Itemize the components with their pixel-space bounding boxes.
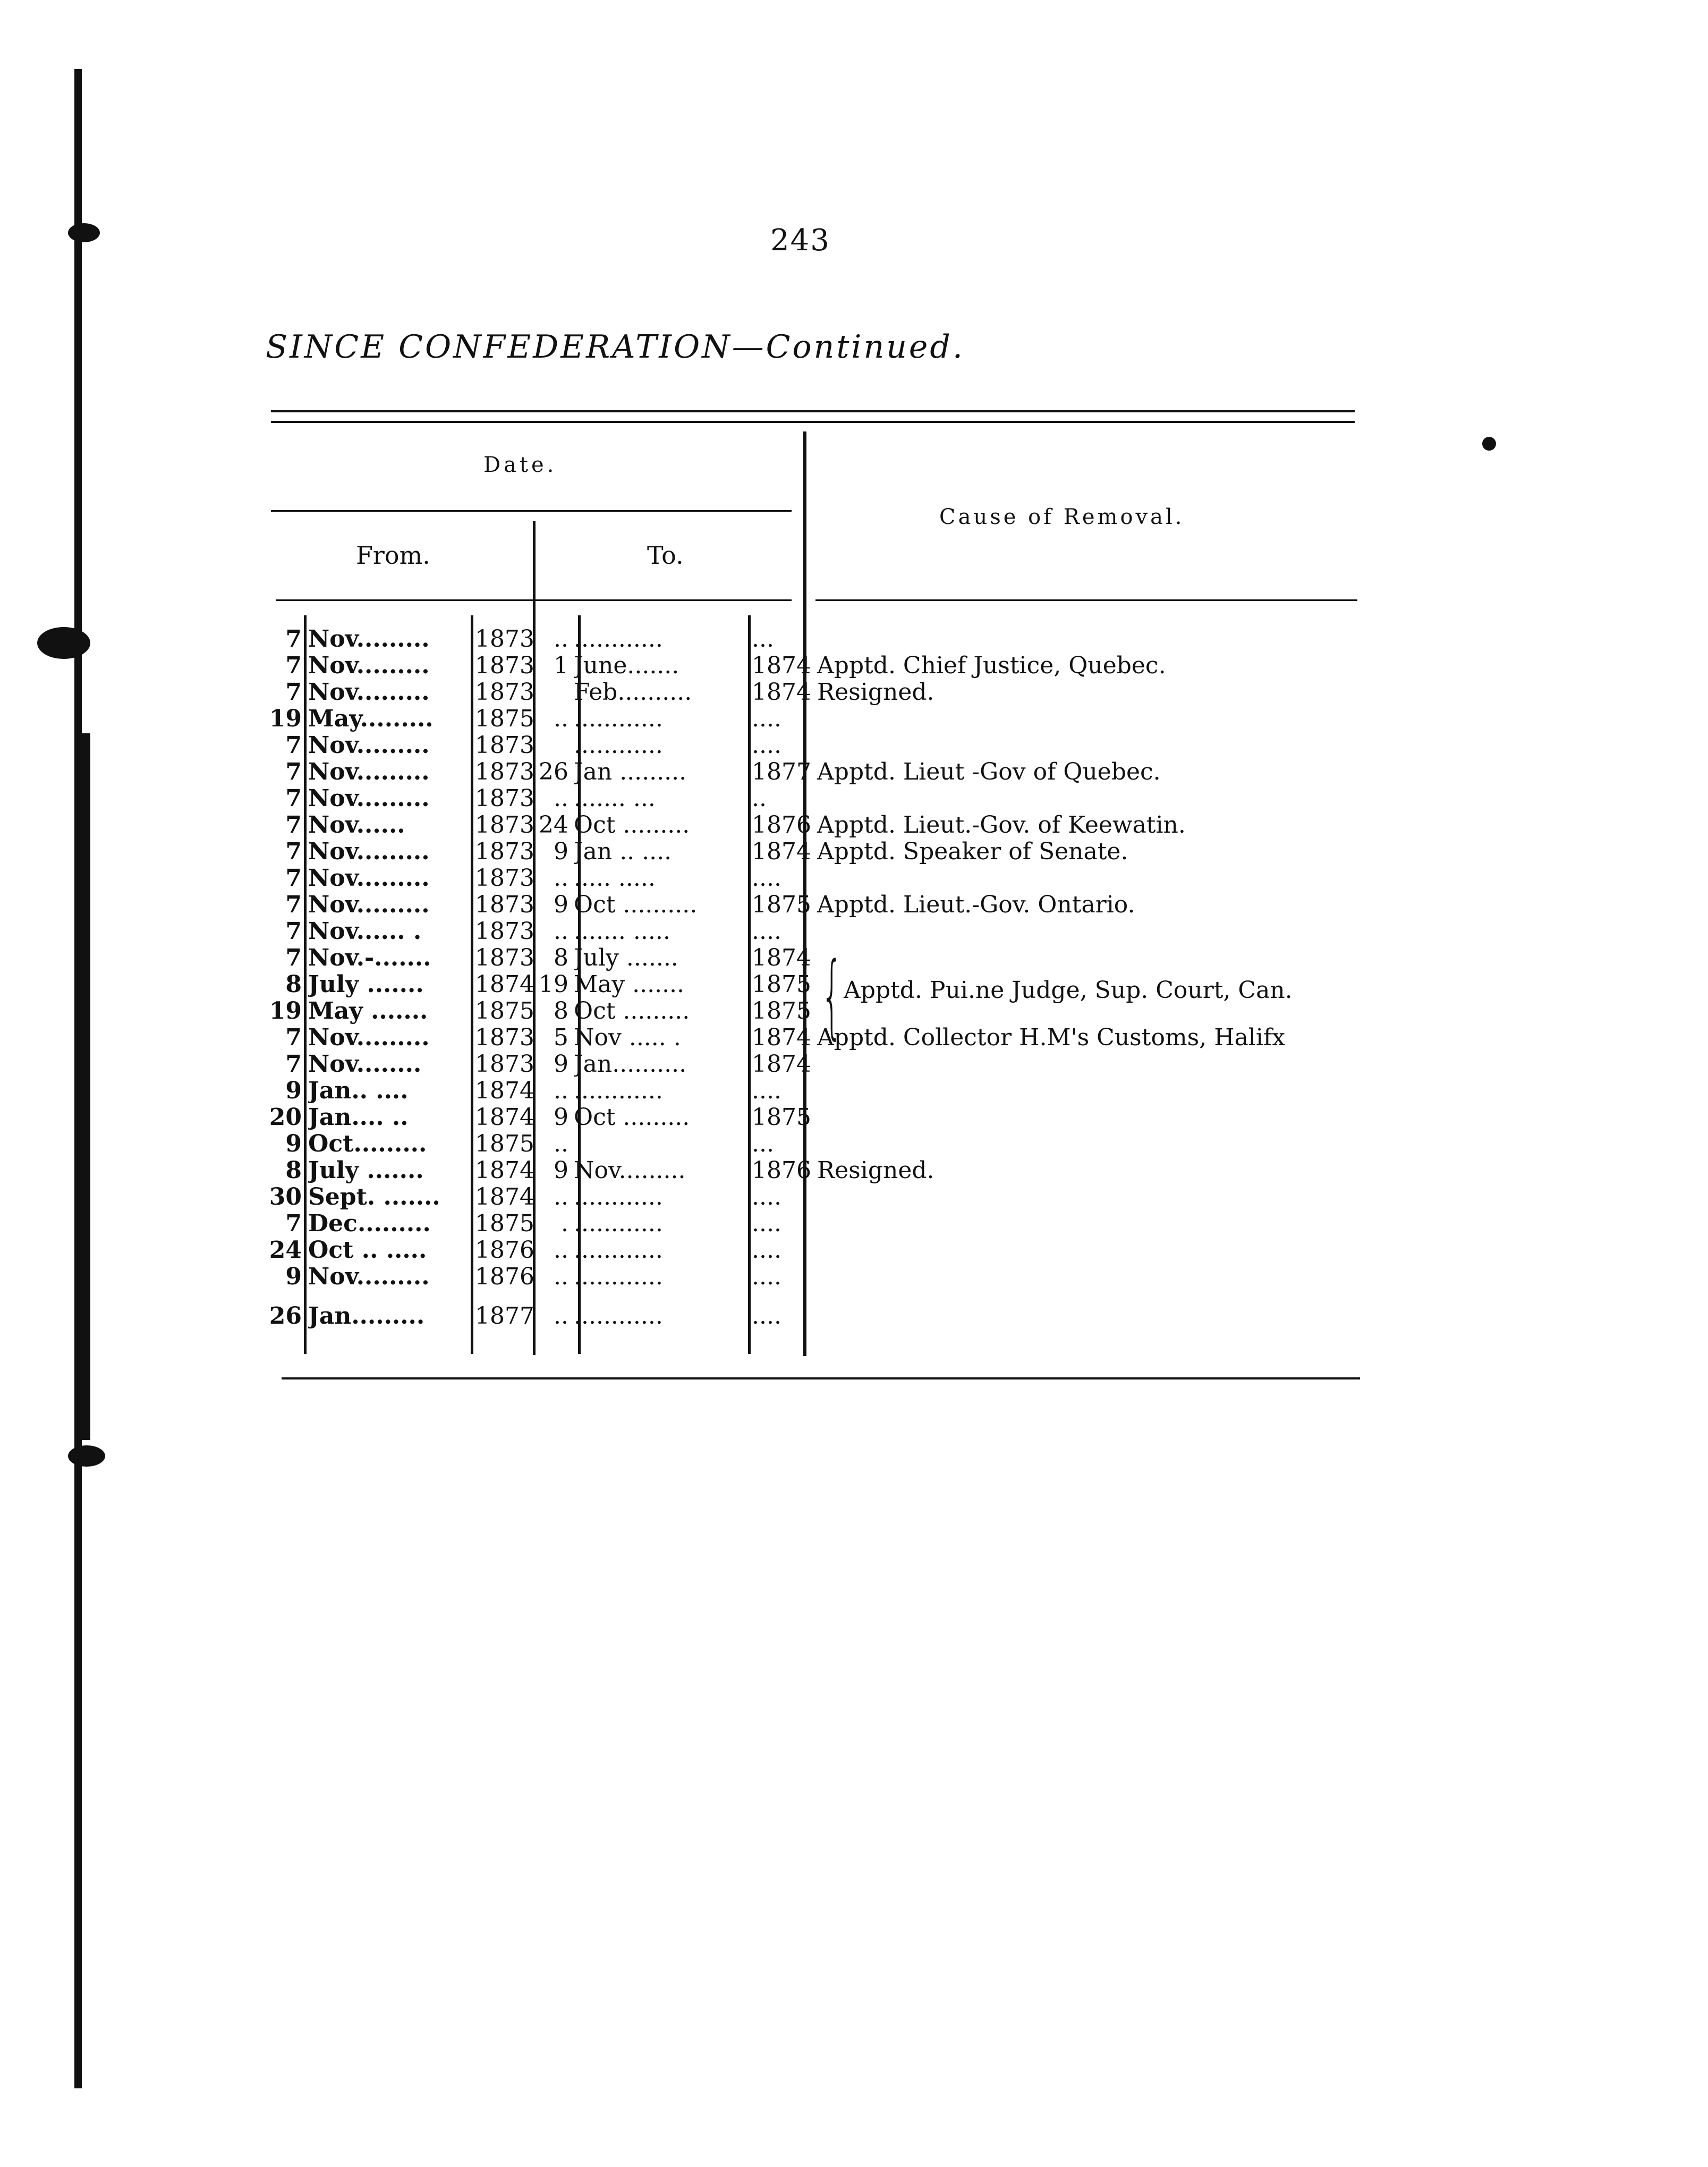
table-row — [266, 785, 1360, 812]
from-year: 1877 — [475, 1302, 534, 1330]
from-month: Nov......... — [308, 892, 430, 918]
from-day: 7 — [285, 811, 302, 839]
to-day: .. — [554, 1130, 568, 1157]
to-month: ............ — [574, 1211, 663, 1237]
from-year: 1875 — [475, 1210, 534, 1237]
table-row — [266, 759, 1360, 785]
from-month: Nov......... — [308, 759, 430, 785]
from-day: 19 — [269, 997, 302, 1025]
to-year: .... — [752, 705, 781, 732]
from-year: 1873 — [475, 785, 534, 812]
table-row — [266, 839, 1360, 865]
from-day: 7 — [285, 732, 302, 759]
bracketed-cause: Apptd. Pui.ne Judge, Sup. Court, Can. — [844, 977, 1293, 1004]
to-year: 1877 — [752, 758, 811, 785]
from-month: Nov...... — [308, 812, 405, 839]
from-day: 7 — [285, 652, 302, 679]
table-row — [266, 812, 1360, 839]
from-year: 1873 — [475, 758, 534, 785]
removal-cause: Apptd. Chief Justice, Quebec. — [817, 652, 1166, 679]
from-day: 9 — [285, 1263, 302, 1290]
from-header: From. — [356, 541, 430, 570]
from-month: Jan.... .. — [308, 1104, 409, 1131]
to-day: 8 — [554, 997, 568, 1025]
removal-cause: Apptd. Lieut.-Gov. of Keewatin. — [817, 811, 1186, 839]
to-year: 1875 — [752, 891, 811, 918]
from-month: Jan......... — [308, 1303, 425, 1330]
from-day: 7 — [285, 758, 302, 785]
from-year: 1873 — [475, 918, 534, 945]
table-row — [266, 706, 1360, 732]
from-day: 24 — [269, 1237, 302, 1264]
to-month: ....... ... — [574, 785, 656, 812]
to-month: ............ — [574, 1237, 663, 1264]
from-day: 9 — [285, 1077, 302, 1104]
page-number: 243 — [770, 223, 830, 258]
to-day: .. — [554, 785, 568, 812]
to-day: 9 — [554, 1051, 568, 1078]
to-month: Oct ......... — [574, 998, 690, 1025]
to-year: 1876 — [752, 811, 811, 839]
removal-cause: Apptd. Lieut -Gov of Quebec. — [817, 758, 1161, 785]
table-row — [266, 1237, 1360, 1264]
table-row — [266, 653, 1360, 679]
date-header-rule — [271, 510, 792, 512]
to-month: ..... ..... — [574, 865, 656, 892]
to-day: .. — [554, 865, 568, 892]
to-year: 1875 — [752, 971, 811, 998]
to-day: 8 — [554, 944, 568, 971]
from-year: 1873 — [475, 1024, 534, 1051]
binding-blot — [68, 223, 100, 242]
from-month: July ....... — [308, 1157, 424, 1184]
to-year: ... — [752, 1130, 774, 1157]
from-month: Nov......... — [308, 1264, 430, 1290]
from-year: 1875 — [475, 997, 534, 1025]
from-day: 7 — [285, 625, 302, 653]
table-row — [266, 865, 1360, 892]
removal-cause: Apptd. Collector H.M's Customs, Halifx — [817, 1024, 1286, 1051]
to-month: Oct ......... — [574, 1104, 690, 1131]
to-month: ....... ..... — [574, 918, 670, 945]
to-day: 9 — [554, 838, 568, 865]
from-day: 9 — [285, 1130, 302, 1157]
binding-edge-thick — [74, 733, 90, 1440]
to-day: 9 — [554, 1157, 568, 1184]
to-year: .. — [752, 785, 767, 812]
from-year: 1873 — [475, 1051, 534, 1078]
table-row — [266, 1211, 1360, 1237]
to-month: ............ — [574, 1184, 663, 1211]
from-day: 8 — [285, 1157, 302, 1184]
to-day: .. — [554, 918, 568, 945]
from-day: 20 — [269, 1104, 302, 1131]
from-day: 7 — [285, 918, 302, 945]
to-year: 1874 — [752, 679, 811, 706]
to-year: 1874 — [752, 944, 811, 971]
table-row — [266, 1157, 1360, 1184]
from-year: 1874 — [475, 1104, 534, 1131]
from-year: 1873 — [475, 891, 534, 918]
table-row — [266, 918, 1360, 945]
to-year: .... — [752, 918, 781, 945]
table-row — [266, 732, 1360, 759]
page-heading: SINCE CONFEDERATION—Continued. — [266, 328, 965, 366]
from-year: 1873 — [475, 652, 534, 679]
from-month: Nov........ — [308, 1051, 422, 1078]
to-month: ............ — [574, 626, 663, 653]
from-year: 1873 — [475, 679, 534, 706]
to-year: .... — [752, 1263, 781, 1290]
from-year: 1876 — [475, 1237, 534, 1264]
to-year: ... — [752, 625, 774, 653]
to-day: .. — [554, 1302, 568, 1330]
from-day: 7 — [285, 1051, 302, 1078]
to-month: May ....... — [574, 971, 685, 998]
to-day: 9 — [554, 891, 568, 918]
from-year: 1873 — [475, 865, 534, 892]
to-day: 24 — [539, 811, 568, 839]
table-row — [266, 1078, 1360, 1104]
to-month: July ....... — [574, 945, 678, 971]
binding-blot — [37, 627, 90, 659]
table-row — [266, 1184, 1360, 1211]
from-year: 1873 — [475, 838, 534, 865]
from-day: 7 — [285, 944, 302, 971]
top-rule — [271, 410, 1355, 412]
from-day: 8 — [285, 971, 302, 998]
to-year: 1874 — [752, 652, 811, 679]
cause-header: Cause of Removal. — [939, 505, 1185, 529]
from-month: Nov......... — [308, 732, 430, 759]
header-bottom-rule — [815, 599, 1357, 601]
to-month: ............ — [574, 1078, 663, 1104]
to-day: .. — [554, 1263, 568, 1290]
ink-dot — [1482, 437, 1496, 451]
to-month: ............ — [574, 1303, 663, 1330]
from-day: 26 — [269, 1302, 302, 1330]
table-row — [266, 1131, 1360, 1157]
removal-cause: Apptd. Speaker of Senate. — [817, 838, 1128, 865]
from-day: 7 — [285, 785, 302, 812]
to-day: .. — [554, 625, 568, 653]
to-header: To. — [647, 541, 684, 570]
from-day: 7 — [285, 891, 302, 918]
to-month: Jan .. .... — [574, 839, 672, 865]
from-month: Jan.. .... — [308, 1078, 409, 1104]
to-month: Nov ..... . — [574, 1025, 681, 1051]
to-day: .. — [554, 705, 568, 732]
to-year: 1874 — [752, 1051, 811, 1078]
from-year: 1875 — [475, 1130, 534, 1157]
to-year: 1875 — [752, 997, 811, 1025]
to-year: .... — [752, 1237, 781, 1264]
from-year: 1873 — [475, 811, 534, 839]
to-month: Jan.......... — [574, 1051, 687, 1078]
to-month: ............ — [574, 1264, 663, 1290]
from-year: 1874 — [475, 971, 534, 998]
to-day: .. — [554, 1077, 568, 1104]
to-year: .... — [752, 1077, 781, 1104]
from-year: 1873 — [475, 625, 534, 653]
table-row — [266, 1264, 1360, 1290]
removal-cause: Resigned. — [817, 1157, 934, 1184]
from-day: 7 — [285, 1024, 302, 1051]
from-day: 7 — [285, 1210, 302, 1237]
table-row — [266, 1025, 1360, 1051]
from-day: 7 — [285, 838, 302, 865]
to-year: 1874 — [752, 838, 811, 865]
binding-blot — [68, 1445, 105, 1467]
from-day: 7 — [285, 865, 302, 892]
to-year: 1874 — [752, 1024, 811, 1051]
top-rule — [271, 421, 1355, 423]
table-row — [266, 626, 1360, 653]
to-year: .... — [752, 865, 781, 892]
table-row — [266, 679, 1360, 706]
removal-cause: Apptd. Lieut.-Gov. Ontario. — [817, 891, 1135, 918]
to-month: ............ — [574, 732, 663, 759]
from-month: Nov......... — [308, 839, 430, 865]
to-month: Jan ......... — [574, 759, 687, 785]
from-year: 1874 — [475, 1183, 534, 1211]
from-month: Nov......... — [308, 1025, 430, 1051]
from-year: 1876 — [475, 1263, 534, 1290]
from-year: 1874 — [475, 1077, 534, 1104]
to-month: June....... — [574, 653, 679, 679]
to-year: .... — [752, 1302, 781, 1330]
from-month: Sept. ....... — [308, 1184, 440, 1211]
from-month: May ....... — [308, 998, 428, 1025]
to-day: . — [561, 1210, 568, 1237]
to-year: .... — [752, 1183, 781, 1211]
removal-cause: Resigned. — [817, 679, 934, 706]
from-month: May......... — [308, 706, 434, 732]
from-year: 1875 — [475, 705, 534, 732]
from-month: Nov.-....... — [308, 945, 431, 971]
table-row — [266, 1104, 1360, 1131]
from-day: 19 — [269, 705, 302, 732]
to-day: 26 — [539, 758, 568, 785]
grouping-brace-icon: { — [821, 942, 843, 1049]
from-year: 1874 — [475, 1157, 534, 1184]
from-month: Oct .. ..... — [308, 1237, 427, 1264]
to-year: .... — [752, 1210, 781, 1237]
to-month: ............ — [574, 706, 663, 732]
from-day: 30 — [269, 1183, 302, 1211]
from-year: 1873 — [475, 944, 534, 971]
to-month: Nov......... — [574, 1157, 686, 1184]
to-day: 1 — [554, 652, 568, 679]
table-row — [266, 1303, 1360, 1330]
table-row — [266, 945, 1360, 971]
to-day: .. — [554, 1183, 568, 1211]
bottom-rule — [282, 1377, 1360, 1379]
to-day: 5 — [554, 1024, 568, 1051]
table-row — [266, 1051, 1360, 1078]
to-year: 1876 — [752, 1157, 811, 1184]
from-day: 7 — [285, 679, 302, 706]
from-month: Nov......... — [308, 653, 430, 679]
from-month: Nov......... — [308, 865, 430, 892]
from-month: Nov...... . — [308, 918, 422, 945]
to-month: Oct .......... — [574, 892, 698, 918]
to-day: 19 — [539, 971, 568, 998]
from-month: July ....... — [308, 971, 424, 998]
to-month: Feb.......... — [574, 679, 692, 706]
from-month: Nov......... — [308, 785, 430, 812]
to-month: Oct ......... — [574, 812, 690, 839]
date-header: Date. — [483, 453, 557, 477]
from-year: 1873 — [475, 732, 534, 759]
table-row — [266, 892, 1360, 918]
to-year: .... — [752, 732, 781, 759]
from-month: Nov......... — [308, 679, 430, 706]
from-month: Nov......... — [308, 626, 430, 653]
to-day: 9 — [554, 1104, 568, 1131]
to-day: .. — [554, 1237, 568, 1264]
from-month: Dec......... — [308, 1211, 431, 1237]
from-month: Oct......... — [308, 1131, 427, 1157]
to-year: 1875 — [752, 1104, 811, 1131]
